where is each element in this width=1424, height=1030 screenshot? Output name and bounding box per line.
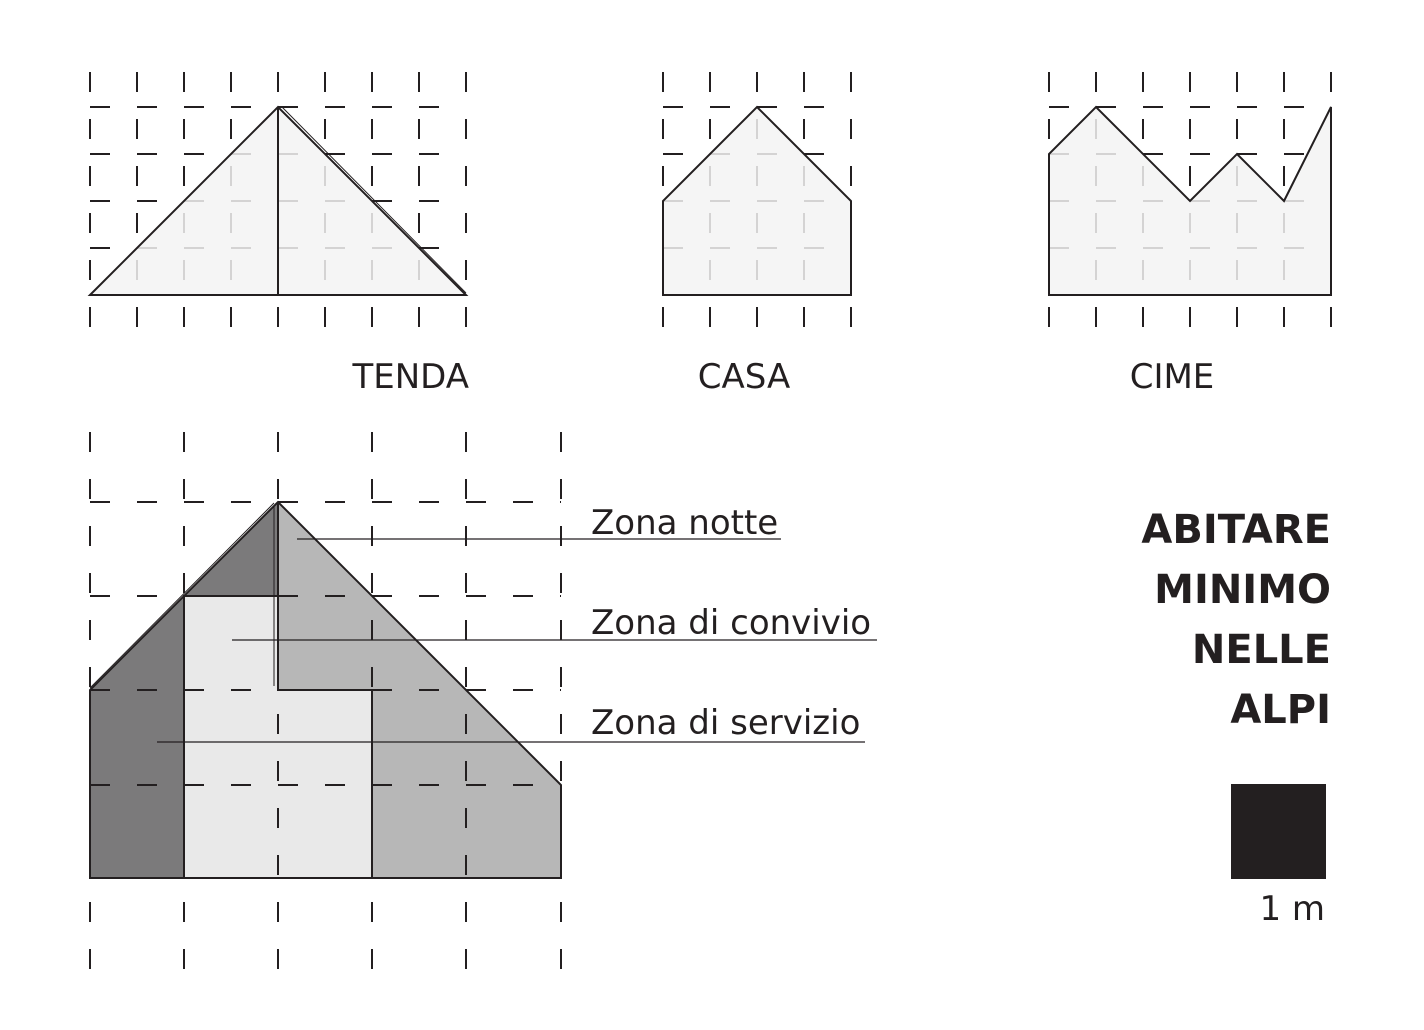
scale-square xyxy=(1231,784,1326,879)
title-line-2: MINIMO xyxy=(1154,567,1331,613)
scale-legend xyxy=(1231,784,1326,929)
casa-label: CASA xyxy=(697,357,791,397)
casa-diagram xyxy=(663,72,851,397)
zone-label-notte: Zona notte xyxy=(591,503,779,543)
title-line-4: ALPI xyxy=(1230,687,1331,733)
zone-label-convivio: Zona di convivio xyxy=(591,603,872,643)
title-line-1: ABITARE xyxy=(1141,507,1331,553)
title-line-3: NELLE xyxy=(1191,627,1331,673)
cime-diagram xyxy=(1049,72,1331,397)
cime-label: CIME xyxy=(1129,357,1215,397)
tenda-label: TENDA xyxy=(352,357,469,397)
casa-silhouette xyxy=(663,107,851,295)
tenda-diagram xyxy=(90,72,469,397)
title-block xyxy=(1141,507,1331,733)
zone-label-servizio: Zona di servizio xyxy=(591,703,861,743)
scale-label: 1 m xyxy=(1259,889,1325,929)
zone-plan xyxy=(90,432,877,975)
